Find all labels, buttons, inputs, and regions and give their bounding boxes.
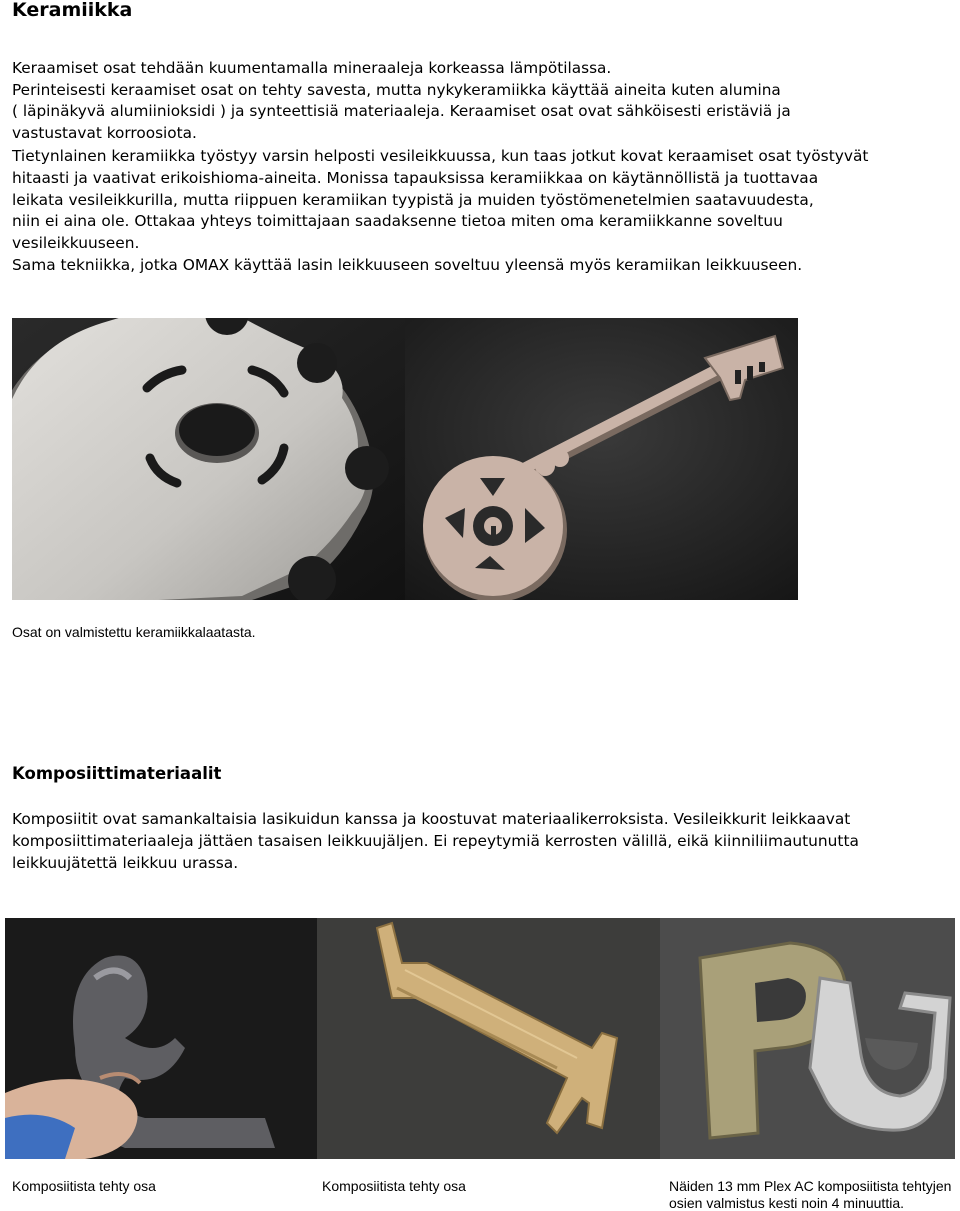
section-title-composites: Komposiittimateriaalit bbox=[12, 764, 222, 783]
text-line: ( läpinäkyvä alumiinioksidi ) ja synteettisiä materiaaleja. Keraamiset osat ovat sähköisesti eristäviä ja bbox=[12, 102, 791, 121]
composites-body bbox=[12, 809, 952, 874]
ceramic-photo-caption: Osat on valmistettu keramiikkalaatasta. bbox=[12, 624, 256, 640]
text-line: hitaasti ja vaativat erikoishioma-aineita. Monissa tapauksissa keramiikkaa on käytännöllistä ja tuottavaa bbox=[12, 168, 819, 187]
text-line: komposiittimateriaaleja jättäen tasaisen leikkuujäljen. Ei repeytymiä kerrosten välillä, eikä kiinniliimautunutta bbox=[12, 831, 859, 850]
ceramic-key-photo bbox=[405, 318, 798, 600]
composite-part-photo-2 bbox=[317, 918, 660, 1159]
text-line: leikkuujätettä leikkuu urassa. bbox=[12, 853, 239, 872]
text-line: Keraamiset osat tehdään kuumentamalla mineraaleja korkeassa lämpötilassa. bbox=[12, 59, 612, 77]
composite-caption-1: Komposiitista tehty osa bbox=[12, 1178, 156, 1194]
text-line: vastustavat korroosiota. bbox=[12, 124, 197, 143]
ceramics-body bbox=[12, 146, 952, 277]
composite-letters-photo bbox=[660, 918, 955, 1159]
ceramics-intro bbox=[12, 58, 942, 145]
text-line: Sama tekniikka, jotka OMAX käyttää lasin leikkuuseen soveltuu yleensä myös keramiikan leikkuuseen. bbox=[12, 255, 803, 274]
text-line: Komposiitit ovat samankaltaisia lasikuidun kanssa ja koostuvat materiaalikerroksista. Vesileikkurit leikkaavat bbox=[12, 810, 851, 828]
text-line: leikata vesileikkurilla, mutta riippuen keramiikan tyypistä ja muiden työstömenetelmien saatavuudesta, bbox=[12, 190, 814, 209]
composite-caption-3-line-2: osien valmistus kesti noin 4 minuuttia. bbox=[669, 1195, 904, 1211]
text-line: niin ei aina ole. Ottakaa yhteys toimittajaan saadaksenne tietoa miten oma keramiikkanne soveltuu bbox=[12, 212, 783, 231]
composite-part-photo-1 bbox=[5, 918, 317, 1159]
ceramic-gear-photo bbox=[12, 318, 407, 600]
composite-caption-3: Näiden 13 mm Plex AC komposiitista tehtyjen bbox=[669, 1178, 952, 1194]
text-line: vesileikkuuseen. bbox=[12, 234, 140, 253]
page-title: Keramiikka bbox=[12, 0, 133, 21]
text-line: Perinteisesti keraamiset osat on tehty savesta, mutta nykykeramiikka käyttää aineita kuten alumina bbox=[12, 80, 781, 99]
text-line: Tietynlainen keramiikka työstyy varsin helposti vesileikkuussa, kun taas jotkut kovat keraamiset osat työstyvät bbox=[12, 147, 869, 165]
composite-caption-2: Komposiitista tehty osa bbox=[322, 1178, 466, 1194]
